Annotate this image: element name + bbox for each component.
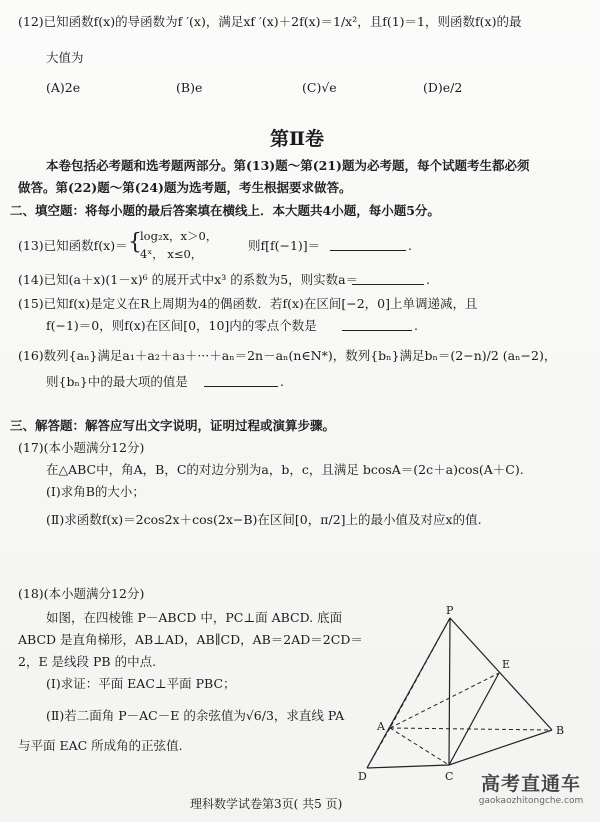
q17-part-1: (Ⅰ)求角B的大小； (46, 484, 145, 499)
q17-part-2: (Ⅱ)求函数f(x)＝2cos2x＋cos(2x−B)在区间[0，π/2]上的最小值及对应x的值. (46, 512, 482, 527)
edge-PC (449, 618, 450, 765)
q13-case-2: 4ˣ， x≤0， (140, 247, 203, 261)
q12-stem: (12)已知函数f(x)的导函数为f ′(x)，满足xf ′(x)＋2f(x)＝1/x²，且f(1)＝1，则函数f(x)的最 (18, 14, 522, 29)
edge-AC (390, 728, 449, 765)
watermark-url: gaokaozhitongche.com (478, 796, 584, 806)
edge-AE (390, 673, 499, 728)
edge-CB (449, 730, 552, 765)
section-intro-1: 本卷包括必考题和选考题两部分。第(13)题～第(21)题为必考题，每个试题考生都必须 (46, 158, 530, 173)
q12-option-a: (A)2e (46, 80, 81, 95)
label-A: A (377, 720, 385, 733)
watermark-text: 高考直通车 (480, 773, 581, 795)
q15-line-2: f(−1)＝0，则f(x)在区间[0，10]内的零点个数是 (46, 318, 317, 333)
q12-stem-cont: 大值为 (46, 50, 84, 65)
q14-end: . (426, 272, 430, 287)
q16-end: . (280, 374, 284, 389)
q15-end: . (414, 318, 418, 333)
q13-end: . (408, 238, 412, 253)
q18-part-1: (Ⅰ)求证：平面 EAC⊥平面 PBC； (46, 676, 236, 691)
answer-section-heading: 三、解答题：解答应写出文字说明，证明过程或演算步骤。 (10, 418, 336, 433)
q14-text: (14)已知(a＋x)(1－x)⁶ 的展开式中x³ 的系数为5，则实数a＝ (18, 272, 359, 287)
q17-line-1: 在△ABC中，角A，B，C的对边分别为a，b，c，且满足 bcosA＝(2c＋a)cos(A＋C). (46, 462, 524, 477)
q18-part-2-cont: 与平面 EAC 所成角的正弦值. (18, 738, 183, 753)
q12-option-c: (C)√e (302, 80, 337, 95)
label-B: B (556, 724, 565, 737)
label-D: D (358, 770, 367, 783)
q18-line-2: ABCD 是直角梯形，AB⊥AD，AB∥CD，AB＝2AD＝2CD＝ (18, 632, 363, 647)
q18-line-1: 如图，在四棱锥 P－ABCD 中，PC⊥面 ABCD. 底面 (46, 610, 343, 625)
watermark-logo (476, 773, 586, 813)
label-E: E (502, 658, 511, 671)
q12-option-b: (B)e (176, 80, 203, 95)
q13-label: (13)已知函数f(x)＝ (18, 238, 128, 253)
q18-line-3: 2，E 是线段 PB 的中点. (18, 654, 157, 669)
edge-EC (449, 673, 499, 765)
q18-head: (18)(本小题满分12分) (18, 586, 145, 601)
q17-head: (17)(本小题满分12分) (18, 440, 145, 455)
q16-line-2: 则{bₙ}中的最大项的值是 (46, 374, 188, 389)
q18-part-2: (Ⅱ)若二面角 P－AC－E 的余弦值为√6/3，求直线 PA (46, 708, 345, 723)
q13-brace: { (128, 230, 142, 255)
q13-tail: 则f[f(−1)]＝ (248, 238, 321, 253)
edge-DC (367, 765, 449, 768)
label-C: C (445, 770, 454, 783)
page-footer: 理科数学试卷第3页( 共5 页) (190, 797, 343, 811)
section-title: 第Ⅱ卷 (270, 128, 325, 150)
fill-in-heading: 二、填空题：将每小题的最后答案填在横线上．本大题共4小题，每小题5分。 (10, 203, 440, 218)
label-P: P (446, 604, 454, 617)
q15-line-1: (15)已知f(x)是定义在R上周期为4的偶函数．若f(x)在区间[−2，0]上单调递减，且 (18, 296, 478, 311)
q13-case-1: log₂x，x＞0， (140, 229, 218, 243)
q12-option-d: (D)e/2 (423, 80, 463, 95)
q16-line-1: (16)数列{aₙ}满足a₁＋a₂＋a₃＋···＋aₙ＝2n－aₙ(n∈N*)，数列{bₙ}满足bₙ＝(2−n)/2 (aₙ−2)， (18, 348, 557, 363)
edge-PB (450, 618, 552, 730)
section-intro-2: 做答。第(22)题～第(24)题为选考题，考生根据要求做答。 (18, 180, 352, 195)
edge-AB (390, 728, 552, 730)
edge-PD (367, 618, 450, 768)
